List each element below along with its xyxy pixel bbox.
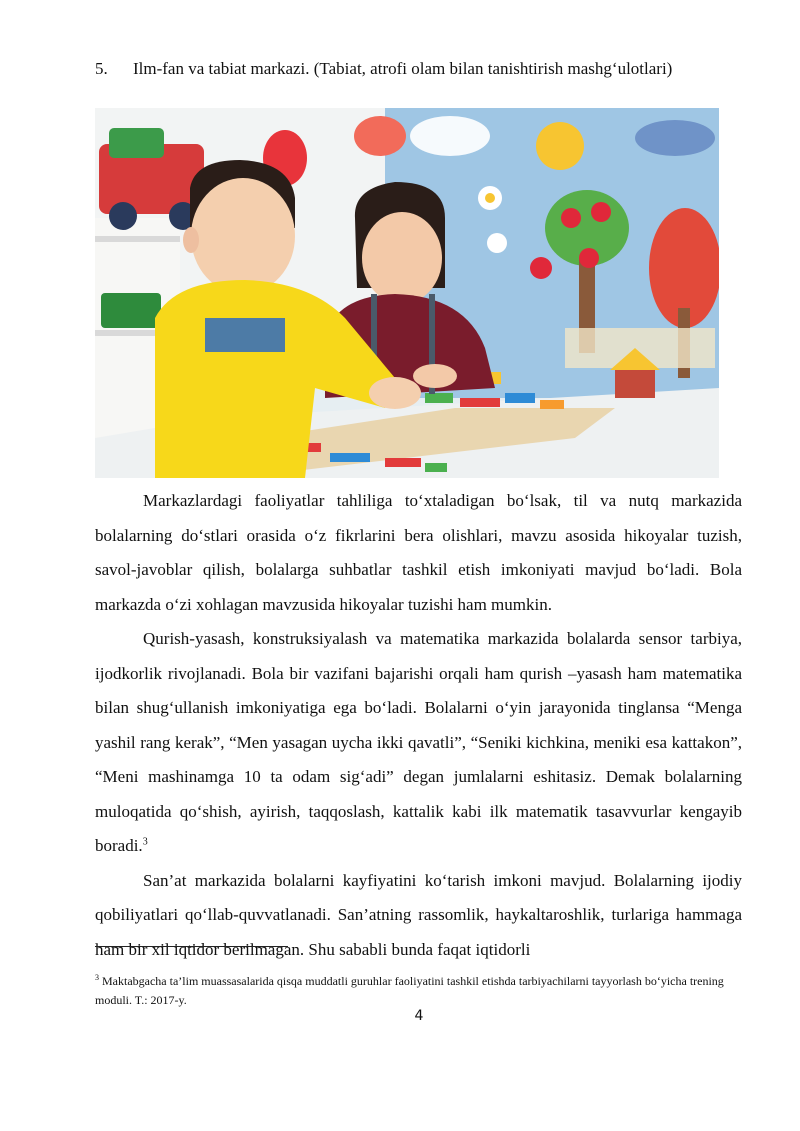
- paragraph-text: Qurish-yasash, konstruksiyalash va matematika markazida bolalarda sensor tarbiya, ijodkorlik rivojlanadi. Bola bir vazifani bajarishi orqali ham qurish –yasash ham matematika bilan shug‘ullanish imkoniyatiga ega bo‘ladi. Bolalarni o‘yin jarayonida tinglansa “Menga yashil rang kerak”, “Men yasagan uycha ikki qavatli”, “Seniki kichkina, meniki esa kattakon”, “Meni mashinamga 10 ta odam sig‘adi” degan jumlalarni eshitasiz. Demak bolalarning muloqatida qo‘shish, ayirish, taqqoslash, kattalik kabi ilk matematik tasavvurlar kengayib boradi.: [95, 629, 742, 855]
- footnote-divider: [95, 946, 288, 947]
- body-text: [95, 484, 742, 967]
- footnote-text: Maktabgacha ta’lim muassasalarida qisqa muddatli guruhlar faoliyatini tashkil etishda tarbiyachilarni tayyorlash bo‘yicha trening moduli. T.: 2017-y.: [95, 974, 724, 1007]
- section-title: Ilm-fan va tabiat markazi. (Tabiat, atrofi olam bilan tanishtirish mashg‘ulotlari): [133, 59, 673, 78]
- paragraph: Markazlardagi faoliyatlar tahliliga to‘xtaladigan bo‘lsak, til va nutq markazida bolalarning do‘stlari orasida o‘z fikrlarini bera olishlari, mavzu asosida hikoyalar tuzish, savol-javoblar qilish, bolalarga suhbatlar tashkil etish imkoniyati mavjud bo‘ladi. Bola markazda o‘zi xohlagan mavzusida hikoyalar tuzishi ham mumkin.: [95, 491, 742, 614]
- paragraph: San’at markazida bolalarni kayfiyatini ko‘tarish imkoni mavjud. Bolalarning ijodiy qobiliyatlari qo‘llab-quvvatlanadi. San’atning rassomlik, haykaltaroshlik, turlariga hammaga ham bir xil iqtidor berilmagan. Shu sababli bunda faqat iqtidorli: [95, 870, 742, 959]
- paragraph: [95, 622, 742, 864]
- section-number: 5.: [95, 59, 108, 78]
- page-number: 4: [414, 1008, 424, 1024]
- footnote: [95, 972, 725, 1010]
- footnote-reference[interactable]: 3: [142, 836, 148, 848]
- footnote-marker: 3: [95, 973, 99, 982]
- section-heading: [95, 56, 745, 82]
- children-playing-photo: [95, 108, 719, 478]
